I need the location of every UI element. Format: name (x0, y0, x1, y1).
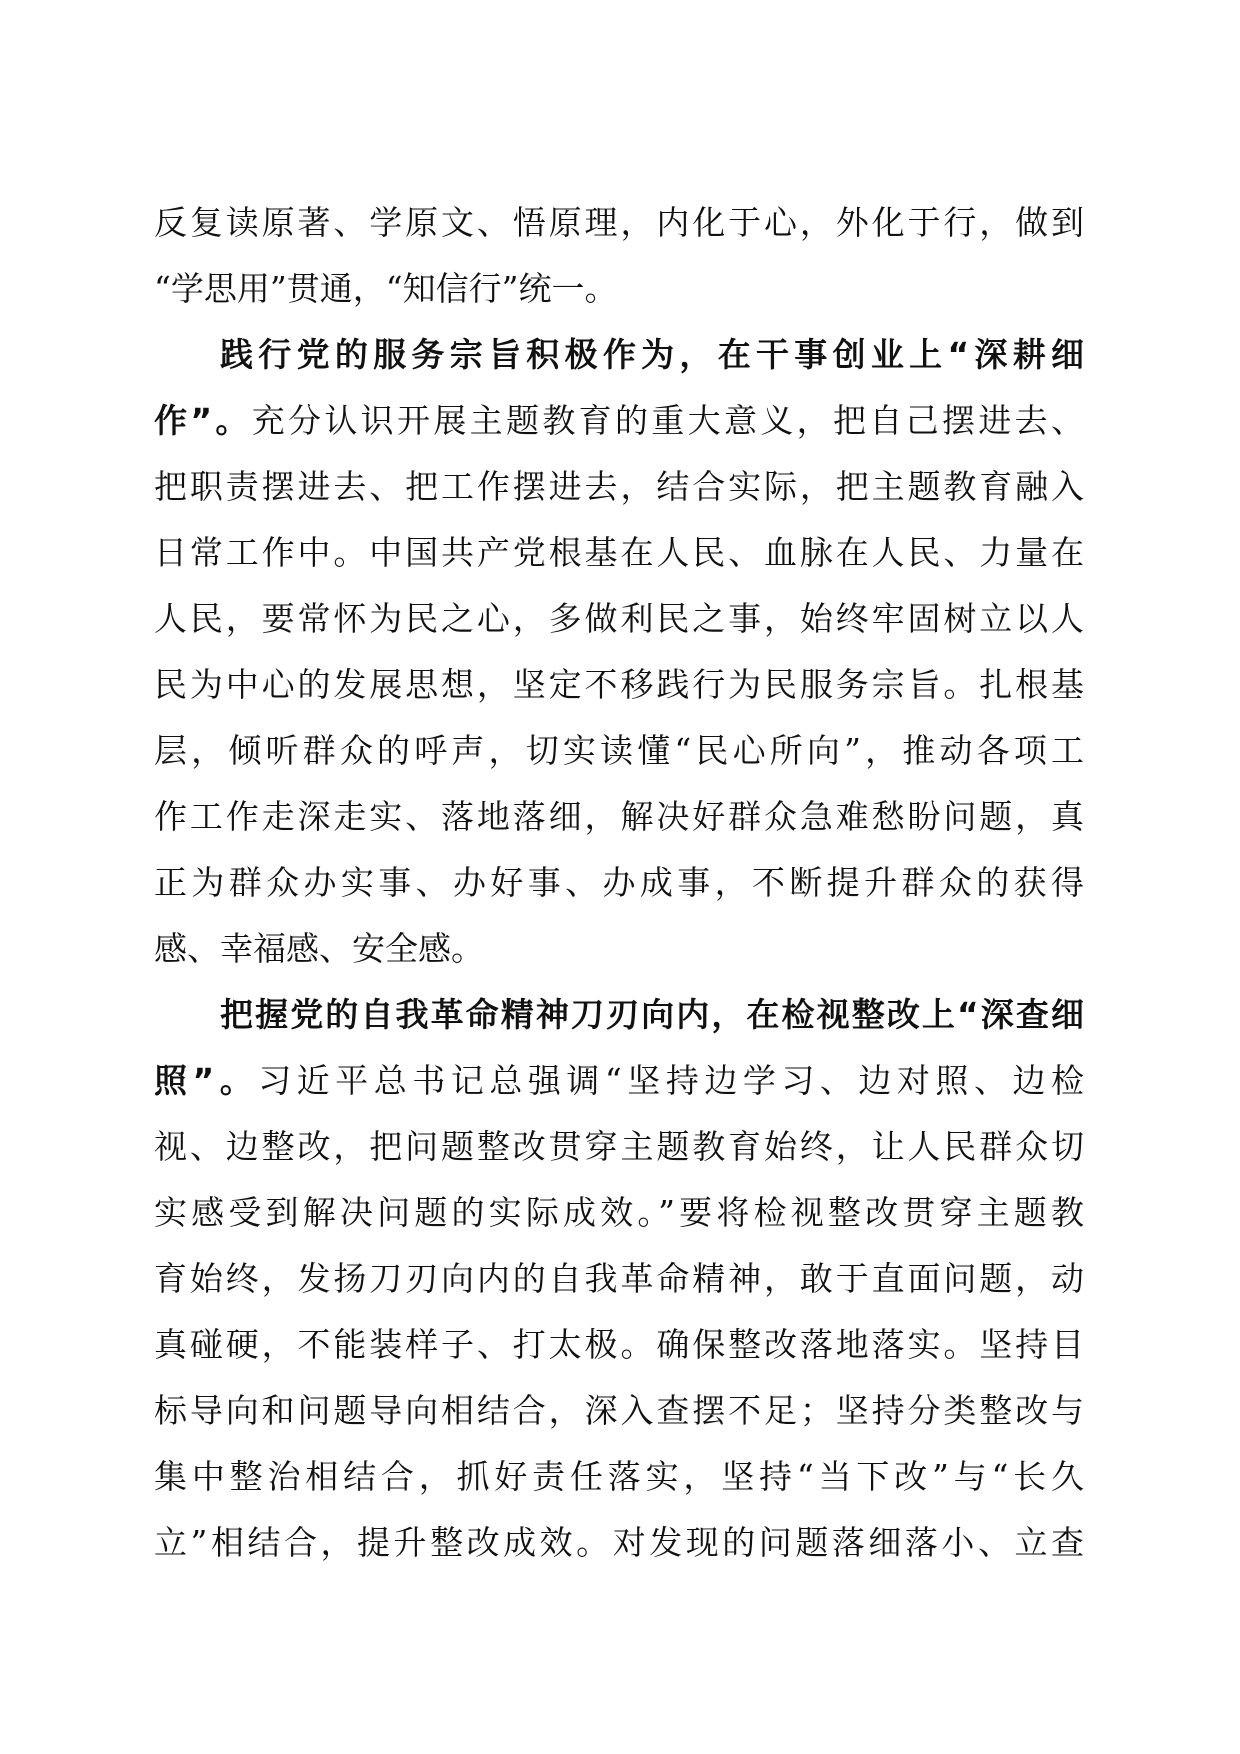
bold-heading-text: 把握党的自我革命精神刀刃向内，在检视整改上“深查细 (220, 995, 1084, 1034)
body-text (154, 190, 1084, 1576)
text-line (154, 652, 1084, 718)
text-line (154, 388, 1084, 454)
text-line (154, 190, 1084, 256)
text-line (154, 718, 1084, 784)
body-text-run: 层，倾听群众的呼声，切实读懂“民心所向”，推动各项工 (154, 731, 1084, 770)
body-text-run: 正为群众办实事、办好事、办成事，不断提升群众的获得 (154, 863, 1084, 902)
body-text-run: 人民，要常怀为民之心，多做利民之事，始终牢固树立以人 (154, 599, 1084, 638)
body-text-run: 视、边整改，把问题整改贯穿主题教育始终，让人民群众切 (154, 1127, 1084, 1166)
paragraph (154, 982, 1084, 1576)
body-text-run: 集中整治相结合，抓好责任落实，坚持“当下改”与“长久 (154, 1457, 1084, 1496)
text-line (154, 454, 1084, 520)
text-line (154, 1180, 1084, 1246)
paragraph (154, 322, 1084, 982)
body-text-run: 充分认识开展主题教育的重大意义，把自己摆进去、 (251, 401, 1084, 440)
body-text-run: 感、幸福感、安全感。 (154, 929, 484, 968)
text-line (154, 1246, 1084, 1312)
text-line (154, 784, 1084, 850)
text-line (154, 916, 1084, 982)
text-line (154, 1444, 1084, 1510)
text-line (154, 322, 1084, 388)
body-text-run: “学思用”贯通，“知信行”统一。 (154, 269, 618, 308)
body-text-run: 实感受到解决问题的实际成效。”要将检视整改贯穿主题教 (154, 1193, 1084, 1232)
bold-heading-text: 践行党的服务宗旨积极作为，在干事创业上“深耕细 (220, 335, 1084, 374)
bold-heading-text: 作”。 (154, 401, 252, 440)
text-line (154, 586, 1084, 652)
body-text-run: 反复读原著、学原文、悟原理，内化于心，外化于行，做到 (154, 203, 1084, 242)
body-text-run: 标导向和问题导向相结合，深入查摆不足；坚持分类整改与 (154, 1391, 1084, 1430)
body-text-run: 日常工作中。中国共产党根基在人民、血脉在人民、力量在 (154, 533, 1084, 572)
text-line (154, 1378, 1084, 1444)
bold-heading-text: 照”。 (154, 1061, 259, 1100)
body-text-run: 习近平总书记总强调“坚持边学习、边对照、边检 (258, 1061, 1084, 1100)
text-line (154, 1312, 1084, 1378)
text-line (154, 520, 1084, 586)
paragraph (154, 190, 1084, 322)
body-text-run: 育始终，发扬刀刃向内的自我革命精神，敢于直面问题，动 (154, 1259, 1084, 1298)
body-text-run: 作工作走深走实、落地落细，解决好群众急难愁盼问题，真 (154, 797, 1084, 836)
text-line (154, 850, 1084, 916)
text-line (154, 982, 1084, 1048)
text-line (154, 1114, 1084, 1180)
text-line (154, 1510, 1084, 1576)
body-text-run: 把职责摆进去、把工作摆进去，结合实际，把主题教育融入 (154, 467, 1084, 506)
body-text-run: 立”相结合，提升整改成效。对发现的问题落细落小、立查 (154, 1523, 1084, 1562)
text-line (154, 1048, 1084, 1114)
text-line (154, 256, 1084, 322)
body-text-run: 民为中心的发展思想，坚定不移践行为民服务宗旨。扎根基 (154, 665, 1084, 704)
body-text-run: 真碰硬，不能装样子、打太极。确保整改落地落实。坚持目 (154, 1325, 1084, 1364)
